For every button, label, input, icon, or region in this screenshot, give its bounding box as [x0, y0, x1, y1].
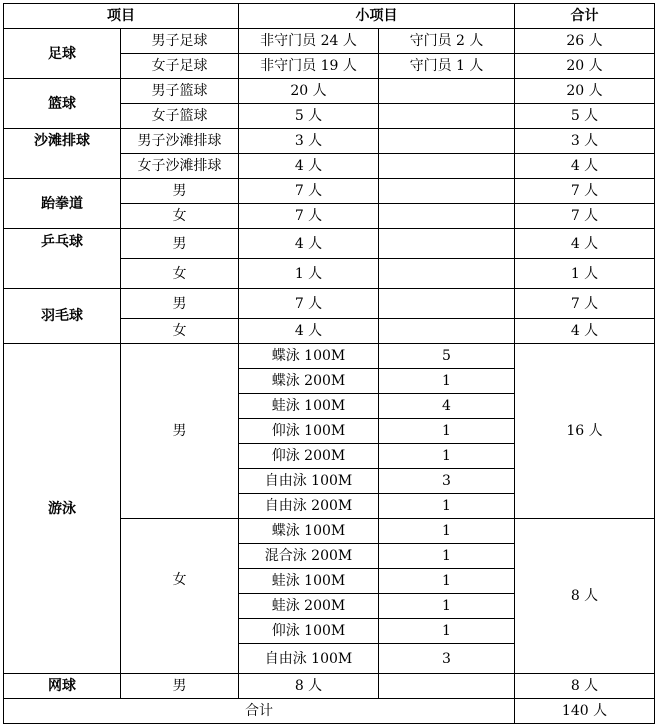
group-cell: 男子篮球 — [121, 79, 239, 104]
total-cell: 4 人 — [515, 319, 655, 344]
total-cell: 20 人 — [515, 79, 655, 104]
sub-cell: 非守门员 24 人 — [239, 29, 379, 54]
sub-cell: 7 人 — [239, 289, 379, 319]
count-cell: 1 — [379, 544, 515, 569]
total-cell: 4 人 — [515, 154, 655, 179]
table-row — [4, 344, 655, 369]
group-cell: 女子篮球 — [121, 104, 239, 129]
sub-cell: 3 人 — [239, 129, 379, 154]
event-cell: 蝶泳 100M — [239, 344, 379, 369]
empty-cell — [379, 129, 515, 154]
total-cell: 1 人 — [515, 259, 655, 289]
count-cell: 5 — [379, 344, 515, 369]
sub-cell: 4 人 — [239, 229, 379, 259]
group-cell: 女 — [121, 319, 239, 344]
table-row — [4, 179, 655, 204]
group-cell: 女 — [121, 519, 239, 674]
event-cell: 自由泳 200M — [239, 494, 379, 519]
count-cell: 1 — [379, 519, 515, 544]
sub-cell: 5 人 — [239, 104, 379, 129]
header-sport: 项目 — [4, 4, 239, 29]
empty-cell — [379, 319, 515, 344]
table-row — [4, 79, 655, 104]
total-cell: 16 人 — [515, 344, 655, 519]
count-cell: 1 — [379, 619, 515, 644]
empty-cell — [379, 259, 515, 289]
event-cell: 仰泳 100M — [239, 619, 379, 644]
group-cell: 女子沙滩排球 — [121, 154, 239, 179]
empty-cell — [379, 179, 515, 204]
total-cell: 4 人 — [515, 229, 655, 259]
group-cell: 女 — [121, 204, 239, 229]
event-cell: 蛙泳 200M — [239, 594, 379, 619]
header-row — [4, 4, 655, 29]
empty-cell — [379, 289, 515, 319]
group-cell: 男 — [121, 289, 239, 319]
count-cell: 1 — [379, 494, 515, 519]
table-row — [4, 29, 655, 54]
sub-cell: 20 人 — [239, 79, 379, 104]
group-cell: 男 — [121, 674, 239, 699]
empty-cell — [379, 154, 515, 179]
event-cell: 自由泳 100M — [239, 644, 379, 674]
event-cell: 蛙泳 100M — [239, 569, 379, 594]
sub-cell: 7 人 — [239, 204, 379, 229]
sub-cell: 非守门员 19 人 — [239, 54, 379, 79]
group-cell: 女 — [121, 259, 239, 289]
table-row — [4, 229, 655, 259]
grand-total-row — [4, 699, 655, 724]
event-cell: 蝶泳 100M — [239, 519, 379, 544]
group-cell: 女子足球 — [121, 54, 239, 79]
count-cell: 4 — [379, 394, 515, 419]
sub-cell: 7 人 — [239, 179, 379, 204]
sport-beach-volleyball: 沙滩排球 — [4, 129, 121, 179]
empty-cell — [379, 79, 515, 104]
event-cell: 蛙泳 100M — [239, 394, 379, 419]
header-sub: 小项目 — [239, 4, 515, 29]
total-cell: 3 人 — [515, 129, 655, 154]
count-cell: 1 — [379, 594, 515, 619]
athlete-table — [3, 3, 655, 724]
total-cell: 7 人 — [515, 204, 655, 229]
group-cell: 男 — [121, 229, 239, 259]
total-cell: 8 人 — [515, 519, 655, 674]
event-cell: 仰泳 200M — [239, 444, 379, 469]
sub-cell: 1 人 — [239, 259, 379, 289]
event-cell: 蝶泳 200M — [239, 369, 379, 394]
sport-basketball: 篮球 — [4, 79, 121, 129]
group-cell: 男 — [121, 344, 239, 519]
count-cell: 3 — [379, 644, 515, 674]
total-cell: 20 人 — [515, 54, 655, 79]
empty-cell — [379, 229, 515, 259]
event-cell: 混合泳 200M — [239, 544, 379, 569]
total-cell: 7 人 — [515, 179, 655, 204]
sub-cell: 守门员 2 人 — [379, 29, 515, 54]
total-cell: 5 人 — [515, 104, 655, 129]
event-cell: 仰泳 100M — [239, 419, 379, 444]
sport-taekwondo: 跆拳道 — [4, 179, 121, 229]
count-cell: 1 — [379, 369, 515, 394]
grand-total-label: 合计 — [4, 699, 515, 724]
table-row — [4, 289, 655, 319]
grand-total-value: 140 人 — [515, 699, 655, 724]
total-cell: 26 人 — [515, 29, 655, 54]
table-row — [4, 674, 655, 699]
header-total: 合计 — [515, 4, 655, 29]
sub-cell: 4 人 — [239, 154, 379, 179]
empty-cell — [379, 204, 515, 229]
group-cell: 男子沙滩排球 — [121, 129, 239, 154]
table-row — [4, 129, 655, 154]
empty-cell — [379, 674, 515, 699]
count-cell: 3 — [379, 469, 515, 494]
count-cell: 1 — [379, 569, 515, 594]
sub-cell: 4 人 — [239, 319, 379, 344]
empty-cell — [379, 104, 515, 129]
sport-swimming: 游泳 — [4, 344, 121, 674]
total-cell: 7 人 — [515, 289, 655, 319]
count-cell: 1 — [379, 444, 515, 469]
sport-tennis: 网球 — [4, 674, 121, 699]
group-cell: 男 — [121, 179, 239, 204]
sub-cell: 8 人 — [239, 674, 379, 699]
sport-badminton: 羽毛球 — [4, 289, 121, 344]
sub-cell: 守门员 1 人 — [379, 54, 515, 79]
group-cell: 男子足球 — [121, 29, 239, 54]
sport-table-tennis: 乒乓球 — [4, 229, 121, 289]
count-cell: 1 — [379, 419, 515, 444]
event-cell: 自由泳 100M — [239, 469, 379, 494]
total-cell: 8 人 — [515, 674, 655, 699]
sport-football: 足球 — [4, 29, 121, 79]
